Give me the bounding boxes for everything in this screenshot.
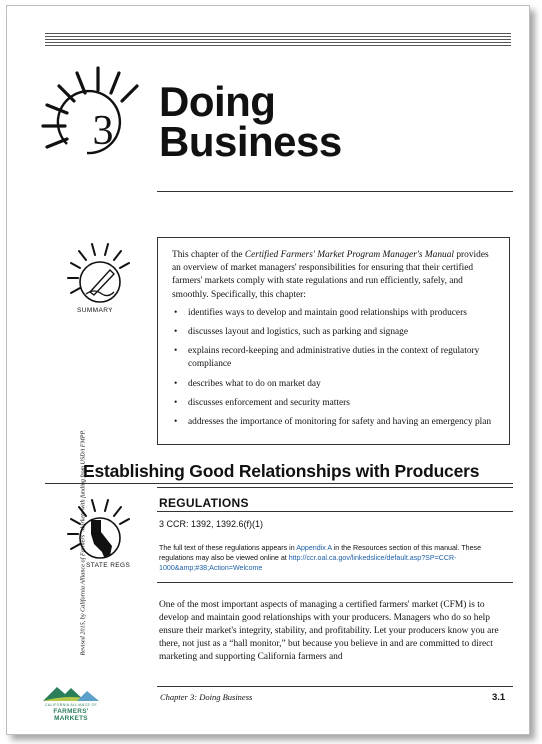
summary-bullet: • addresses the importance of monitoring for safety and having an emergency plan	[172, 416, 495, 429]
logo-subtitle: CALIFORNIA ALLIANCE OF	[44, 703, 98, 707]
summary-bullet: • describes what to do on market day	[172, 378, 495, 391]
regulations-rule	[157, 511, 513, 512]
regulations-code: 3 CCR: 1392, 1392.6(f)(1)	[159, 519, 264, 529]
chapter-number: 3	[92, 108, 114, 154]
chapter-sun-icon	[41, 64, 151, 164]
summary-box	[157, 237, 510, 445]
logo-name: FARMERS' MARKETS	[53, 708, 89, 722]
footer-chapter: Chapter 3: Doing Business	[160, 692, 253, 702]
revision-note: Revised 2015, by California Alliance of Farmers' Markets with funding from USDA FMPP.	[79, 429, 87, 656]
chapter-title-line2: Business	[159, 118, 342, 165]
california-shape-icon	[91, 520, 112, 557]
regulations-rule	[157, 582, 513, 583]
body-paragraph: One of the most important aspects of managing a certified farmers' market (CFM) is to develop and maintain good relationships with your producers. Managers who do so help ensure their market's integrity, stability, and profitability. Let your producers know you are there, not just as a “hall monitor,” but because you believe in and are committed to direct marketing and supporting California farmers and	[159, 600, 499, 663]
regulations-url-link[interactable]: http://ccr.oal.ca.gov/linkedslice/default.asp?SP=CCR-1000&amp;#38;Action=Welcome	[159, 554, 457, 572]
section-rule	[45, 483, 513, 484]
state-regs-label: STATE REGS	[86, 562, 131, 569]
regulations-heading: REGULATIONS	[159, 496, 249, 510]
note-text: in the Resources section of this manual. These regulations may also be viewed online at	[159, 544, 482, 562]
page-number: 3.1	[492, 692, 506, 703]
section-rule	[157, 487, 513, 488]
footer-rule	[157, 686, 513, 687]
summary-intro	[172, 249, 495, 302]
chapter-title-line1: Doing	[159, 78, 276, 125]
manual-title: Certified Farmers' Market Program Manager's Manual	[244, 250, 455, 260]
appendix-link[interactable]: Appendix A	[296, 544, 332, 552]
note-text: The full text of these regulations appears in	[159, 544, 297, 552]
summary-icon	[64, 238, 134, 308]
regulations-note	[159, 543, 513, 573]
summary-bullet: • discusses enforcement and security matters	[172, 397, 495, 410]
summary-intro-post: provides an overview of market managers' responsibilities for ensuring that their certified farmers' markets comply with state regulations and run efficiently, safely, and smoothly. Specifically, this chapter:	[172, 250, 489, 300]
state-regs-icon	[64, 494, 134, 564]
summary-label: SUMMARY	[77, 307, 113, 314]
section-heading: Establishing Good Relationships with Producers	[83, 461, 480, 481]
header-rules	[45, 33, 511, 48]
document-page	[6, 5, 530, 735]
summary-intro-pre: This chapter of the	[172, 250, 245, 260]
title-rule	[157, 191, 513, 192]
chapter-title	[159, 78, 342, 165]
summary-bullet: • discusses layout and logistics, such as parking and signage	[172, 326, 495, 339]
summary-bullet: • explains record-keeping and administrative duties in the context of regulatory compliance	[172, 345, 495, 371]
summary-bullets	[172, 307, 495, 429]
summary-bullet: • identifies ways to develop and maintain good relationships with producers	[172, 307, 495, 320]
